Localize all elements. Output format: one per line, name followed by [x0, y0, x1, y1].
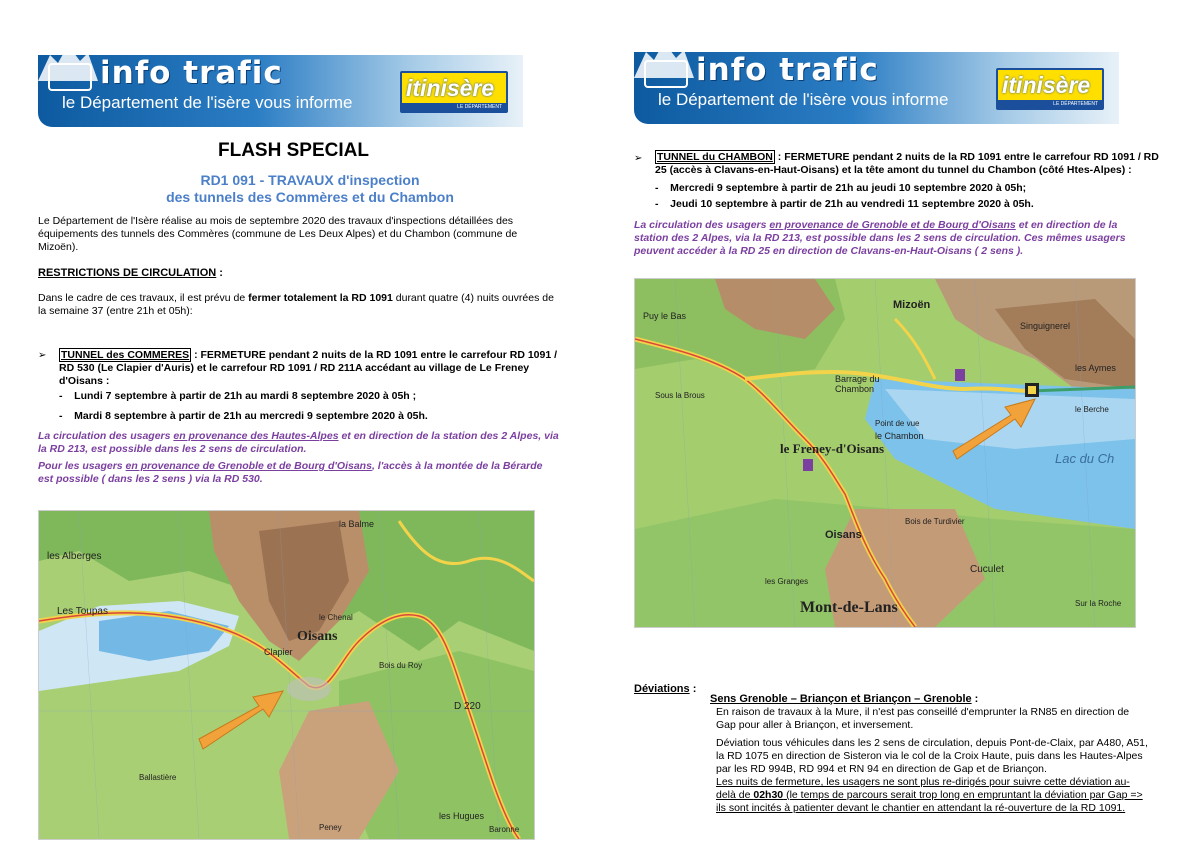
flash-title: FLASH SPECIAL [218, 140, 369, 161]
map-label-bois-du-roy: Bois du Roy [379, 661, 423, 670]
map-label-sur-la-roche: Sur la Roche [1075, 599, 1122, 608]
tunnel-chambon-label: TUNNEL du CHAMBON [657, 151, 773, 163]
map-label-d220: D 220 [454, 701, 481, 712]
map-label-la-balme: la Balme [339, 519, 375, 529]
map-label-cuculet: Cuculet [970, 564, 1004, 575]
itinisere-logo [400, 71, 508, 113]
intro-line-3: Mizoën). [38, 241, 79, 253]
commeres-paragraph: TUNNEL des COMMERES : FERMETURE pendant 2 nuits de la RD 1091 entre le carrefour RD 1091 / RD 530 (Le Clapier d'Auris) et le carrefour RD 1091 / RD 211A accédant au village de Le Freney d'Oisans : [59, 349, 558, 387]
banner-title: info trafic [100, 55, 283, 91]
bus-icon [644, 60, 688, 88]
banner-title: info trafic [696, 52, 879, 88]
deviation-paragraph: En raison de travaux à la Mure, il n'est pas conseillé d'emprunter la RN85 en direction de Gap pour aller à Briançon, et inversement. Déviation tous véhicules dans les 2 sens de circulation, depuis Pont-de-Claix, par A480, A51, la RD 1075 en direction de Sisteron via le col de la Croix Haute, puis dans les Hautes-Alpes par les RD 994B, RD 994 et RN 94 en direction de Gap et de Briançon. Les nuits de fermeture, les usagers ne sont plus re-dirigés pour suivre cette déviation au- delà de 02h30 (le temps de parcours serait trop long en empruntant la déviation par Gap => ils sont incités à patienter devant le chantier en attendant la ré-ouverture de la RD 1091. [716, 706, 1148, 814]
banner-subtitle: le Département de l'isère vous informe [62, 93, 353, 112]
chambon-date-1: - Mercredi 9 septembre à partir de 21h au jeudi 10 septembre 2020 à 05h; [655, 182, 1027, 194]
logo-subtext: LE DÉPARTEMENT [998, 100, 1102, 108]
bullet-arrow-icon: ➢ [38, 350, 47, 361]
map-label-oisans: Oisans [825, 529, 862, 541]
map-label-hugues: les Hugues [439, 811, 485, 821]
hautes-alpes-paragraph: La circulation des usagers en provenance des Hautes-Alpes et en direction de la station des 2 Alpes, via la RD 213, est possible dans les 2 sens de circulation. [38, 430, 559, 455]
map-tunnel-chambon [634, 278, 1136, 628]
map-label-le-freney: le Freney-d'Oisans [780, 441, 885, 456]
map-label-clapier: Clapier [264, 647, 293, 657]
intro-paragraph [38, 215, 568, 254]
map-label-le-berche: le Berche [1075, 405, 1109, 414]
intro-line-2: équipements des tunnels des Commères (commune de Les Deux Alpes) et du Chambon (commune de [38, 228, 518, 240]
map-label-oisans: Oisans [297, 629, 338, 644]
banner-subtitle: le Département de l'isère vous informe [658, 90, 949, 109]
chambon-circulation-paragraph: La circulation des usagers en provenance de Grenoble et de Bourg d'Oisans et en direction de la station des 2 Alpes, via la RD 213, est possible dans les 2 sens de circulation. Ces mêmes usagers peuvent accéder à la RD 25 en direction de Clavans-en-Haut-Oisans ( 2 sens ). [634, 219, 1126, 257]
map-label-peney: Peney [319, 823, 342, 832]
bus-icon [48, 63, 92, 91]
map-label-lac: Lac du Ch [1055, 451, 1115, 466]
restrictions-heading: RESTRICTIONS DE CIRCULATION : [38, 267, 223, 279]
logo-text-b: nisère [1022, 72, 1091, 98]
chambon-date-2: - Jeudi 10 septembre à partir de 21h au vendredi 11 septembre 2020 à 05h. [655, 198, 1034, 210]
map-label-les-granges: les Granges [765, 577, 809, 586]
map-label-singuignerel: Singuignerel [1020, 321, 1071, 331]
map-label-le-chenal: le Chenal [319, 613, 353, 622]
map-commeres-image [39, 511, 534, 839]
bullet-arrow-icon: ➢ [634, 153, 643, 164]
intro-line-1: Le Département de l'Isère réalise au mois de septembre 2020 des travaux d'inspections détaillées des [38, 215, 514, 227]
logo-text-b: nisère [426, 75, 495, 101]
itinisere-logo [996, 68, 1104, 110]
logo-subtext: LE DÉPARTEMENT [402, 103, 506, 111]
map-label-mizoen: Mizoën [893, 299, 931, 311]
map-label-mont-de-lans: Mont-de-Lans [800, 599, 898, 616]
map-label-les-aymes: les Aymes [1075, 363, 1116, 373]
grenoble-paragraph: Pour les usagers en provenance de Grenoble et de Bourg d'Oisans, l'accès à la montée de la Bérarde est possible ( dans les 2 sens ) via la RD 530. [38, 460, 543, 485]
map-label-toupas: Les Toupas [57, 606, 108, 617]
sens-heading: Sens Grenoble – Briançon et Briançon – Grenoble : [710, 693, 979, 705]
commeres-date-2: - Mardi 8 septembre à partir de 21h au mercredi 9 septembre 2020 à 05h. [59, 410, 428, 422]
rd-title-line-1: RD1 091 - TRAVAUX d'inspection [200, 172, 420, 188]
cadre-paragraph: Dans le cadre de ces travaux, il est prévu de fermer totalement la RD 1091 durant quatre (4) nuits ouvrées de la semaine 37 (entre 21h et 05h): [38, 292, 554, 317]
map-label-le-chambon: le Chambon [875, 431, 924, 441]
map-label-ballastiere: Ballastière [139, 773, 177, 782]
map-label-sous-la-brous: Sous la Brous [655, 391, 705, 400]
tunnel-commeres-label: TUNNEL des COMMERES [61, 349, 190, 361]
chambon-paragraph: TUNNEL du CHAMBON : FERMETURE pendant 2 nuits de la RD 1091 entre le carrefour RD 1091 / RD 25 (accès à Clavans-en-Haut-Oisans) et la tête amont du tunnel du Chambon (côté Htes-Alpes) : [655, 151, 1159, 176]
map-tunnel-commeres [38, 510, 535, 840]
map-label-bois-turdivier: Bois de Turdivier [905, 517, 965, 526]
deviations-heading: Déviations : [634, 683, 697, 695]
map-label-baronne: Baronne [489, 825, 520, 834]
rd-title-line-2: des tunnels des Commères et du Chambon [166, 189, 454, 205]
rd-title [100, 172, 520, 206]
map-label-puy-le-bas: Puy le Bas [643, 311, 687, 321]
map-label-point-de-vue: Point de vue [875, 419, 920, 428]
logo-text-a: iti [406, 75, 427, 101]
map-label-barrage: Barrage du Chambon [835, 374, 880, 394]
map-label-alberges: les Alberges [47, 551, 102, 562]
logo-text-a: iti [1002, 72, 1023, 98]
commeres-date-1: - Lundi 7 septembre à partir de 21h au mardi 8 septembre 2020 à 05h ; [59, 390, 417, 402]
